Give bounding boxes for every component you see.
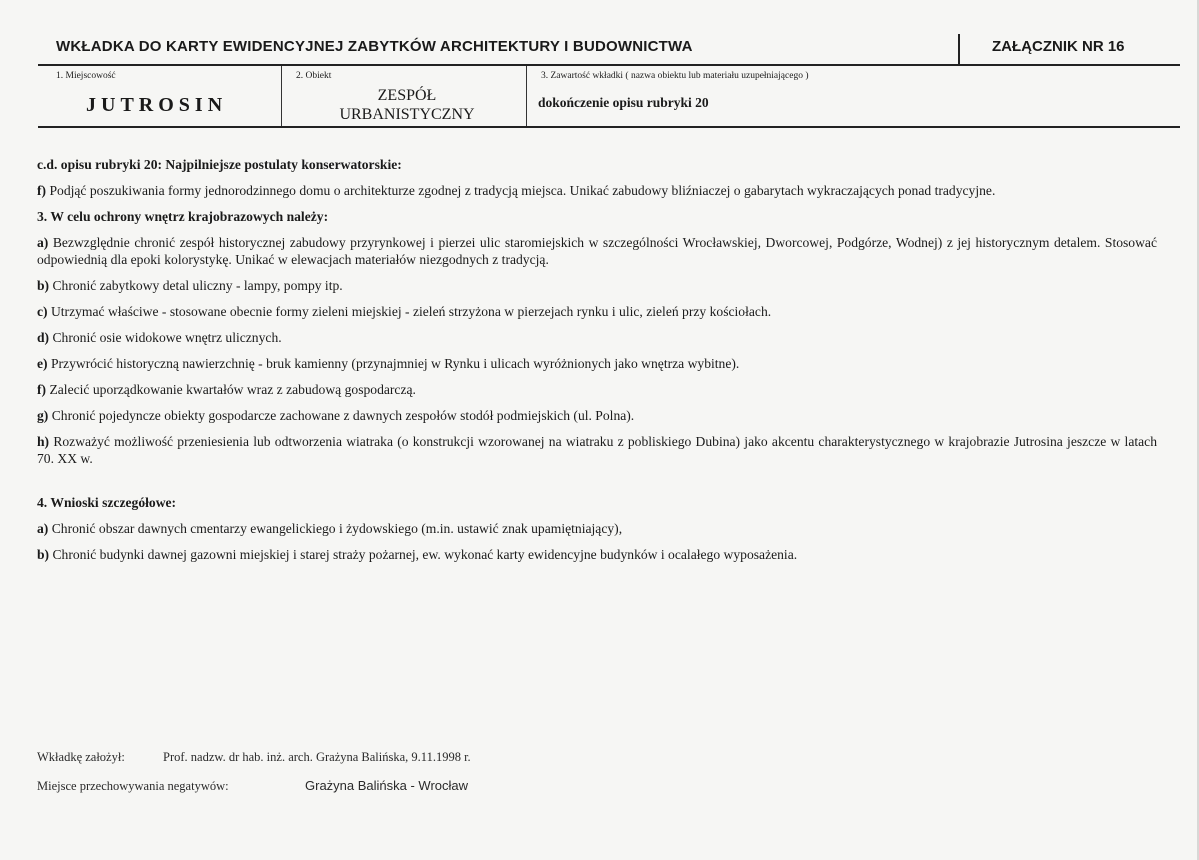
header-rule-top <box>38 64 1180 66</box>
card-title: WKŁADKA DO KARTY EWIDENCYJNEJ ZABYTKÓW ARCHITEKTURY I BUDOWNICTWA <box>56 38 693 55</box>
intro-heading: c.d. opisu rubryki 20: Najpilniejsze postulaty konserwatorskie: <box>37 157 402 172</box>
card-body <box>37 156 1157 572</box>
field-content-value: dokończenie opisu rubryki 20 <box>538 95 709 110</box>
footer-author-value: Prof. nadzw. dr hab. inż. arch. Grażyna Balińska, 9.11.1998 r. <box>163 750 471 764</box>
item-text: Chronić obszar dawnych cmentarzy ewangelickiego i żydowskiego (m.in. ustawić znak upamiętniający), <box>48 521 623 536</box>
footer-storage-label: Miejsce przechowywania negatywów: <box>37 779 229 793</box>
field-locality-value: JUTROSIN <box>86 94 228 116</box>
item-letter: c) <box>37 304 48 319</box>
section-3-item-e <box>37 355 1157 372</box>
section-3-item-h <box>37 433 1157 467</box>
item-letter: f) <box>37 183 47 198</box>
section-4-heading: 4. Wnioski szczegółowe: <box>37 495 177 510</box>
field-object-label: 2. Obiekt <box>296 71 332 81</box>
header-divider <box>958 34 960 64</box>
item-text: Utrzymać właściwe - stosowane obecnie formy zieleni miejskiej - zieleń strzyżona w pierzejach rynku i ulic, zieleń przy kościołach. <box>47 304 772 319</box>
field-object-value <box>288 86 526 124</box>
item-letter: h) <box>37 434 50 449</box>
item-text: Chronić pojedyncze obiekty gospodarcze zachowane z dawnych zespołów stodół podmiejskich (ul. Polna). <box>48 408 635 423</box>
section-3-item-b <box>37 277 1157 294</box>
item-text: Chronić osie widokowe wnętrz ulicznych. <box>49 330 282 345</box>
field-locality-label: 1. Miejscowość <box>56 71 116 81</box>
item-letter: b) <box>37 547 50 562</box>
section-4-item-a <box>37 520 1157 537</box>
footer-author-label: Wkładkę założył: <box>37 750 125 764</box>
field-object-line1: ZESPÓŁ <box>377 87 437 104</box>
section-3-item-c <box>37 303 1157 320</box>
section-3-item-d <box>37 329 1157 346</box>
item-letter: a) <box>37 235 49 250</box>
annex-number: ZAŁĄCZNIK NR 16 <box>992 38 1125 55</box>
item-text: Chronić zabytkowy detal uliczny - lampy, pompy itp. <box>49 278 343 293</box>
item-letter: f) <box>37 382 47 397</box>
section-3-heading: 3. W celu ochrony wnętrz krajobrazowych należy: <box>37 209 329 224</box>
item-text: Bezwzględnie chronić zespół historycznej zabudowy przyrynkowej i pierzei ulic staromiejskich w szczególności Wrocławskiej, Dworcowej, Podgórze, Wodnej) z jej historycznym detalem. Stosować odpowiednią dla epoki kolorystykę. Unikać w elewacjach materiałów niezgodnych z tradycją. <box>37 235 1157 267</box>
header-rule-bottom <box>38 126 1180 128</box>
intro-item-f <box>37 182 1157 199</box>
item-text: Przywrócić historyczną nawierzchnię - bruk kamienny (przynajmniej w Rynku i ulicach wyróżnionych jako wnętrza wybitne). <box>47 356 740 371</box>
item-text: Chronić budynki dawnej gazowni miejskiej i starej straży pożarnej, ew. wykonać karty ewidencyjne budynków i ocalałego wyposażenia. <box>49 547 798 562</box>
item-letter: e) <box>37 356 48 371</box>
column-divider-1 <box>281 66 282 126</box>
field-object-line2: URBANISTYCZNY <box>339 106 475 123</box>
item-letter: g) <box>37 408 49 423</box>
section-3-item-f <box>37 381 1157 398</box>
item-letter: a) <box>37 521 49 536</box>
section-4-item-b <box>37 546 1157 563</box>
item-text: Zalecić uporządkowanie kwartałów wraz z zabudową gospodarczą. <box>46 382 416 397</box>
item-letter: b) <box>37 278 50 293</box>
item-text: Rozważyć możliwość przeniesienia lub odtworzenia wiatraka (o konstrukcji wzorowanej na wiatraku z pobliskiego Dubina) jako akcentu charakterystycznego w krajobrazie Jutrosina jeszcze w latach 70. XX w. <box>37 434 1157 466</box>
item-text: Podjąć poszukiwania formy jednorodzinnego domu o architekturze zgodnej z tradycją miejsca. Unikać zabudowy bliźniaczej o gabarytach wykraczających ponad tradycyjne. <box>46 183 996 198</box>
footer-storage-value: Grażyna Balińska - Wrocław <box>305 778 469 793</box>
section-gap <box>37 476 1157 494</box>
item-letter: d) <box>37 330 50 345</box>
column-divider-2 <box>526 66 527 126</box>
section-3-item-g <box>37 407 1157 424</box>
field-content-label: 3. Zawartość wkładki ( nazwa obiektu lub materiału uzupełniającego ) <box>541 71 809 81</box>
section-3-item-a <box>37 234 1157 268</box>
